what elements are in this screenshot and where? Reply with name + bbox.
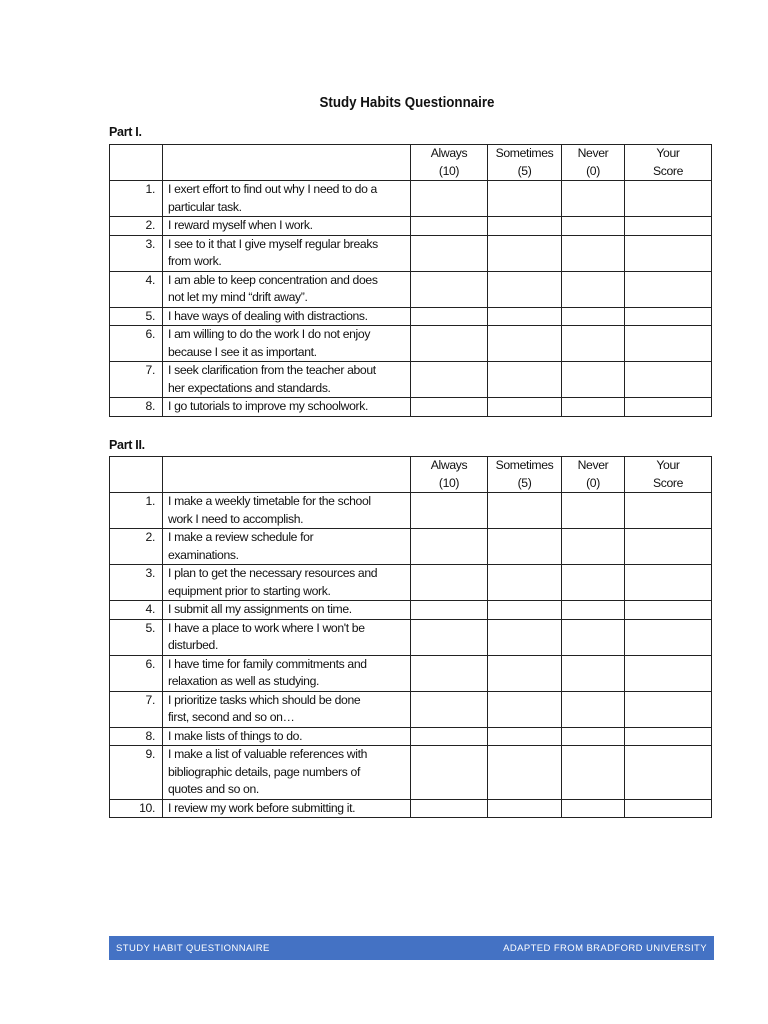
question-statement	[163, 271, 411, 307]
score-cell[interactable]	[625, 217, 712, 236]
header-sometimes: Sometimes (5)	[488, 145, 562, 181]
question-row	[110, 271, 712, 307]
question-statement	[163, 493, 411, 529]
header-number	[110, 145, 163, 181]
question-number: 9.	[110, 746, 163, 800]
question-statement	[163, 181, 411, 217]
question-number: 1.	[110, 493, 163, 529]
question-row	[110, 326, 712, 362]
question-statement	[163, 362, 411, 398]
question-number: 8.	[110, 398, 163, 417]
score-cell[interactable]	[625, 619, 712, 655]
header-never: Never (0)	[562, 145, 625, 181]
always-cell[interactable]	[411, 362, 488, 398]
never-cell[interactable]	[562, 655, 625, 691]
sometimes-cell[interactable]	[488, 362, 562, 398]
score-cell[interactable]	[625, 529, 712, 565]
question-number: 1.	[110, 181, 163, 217]
always-cell[interactable]	[411, 493, 488, 529]
score-cell[interactable]	[625, 691, 712, 727]
always-cell[interactable]	[411, 691, 488, 727]
question-statement	[163, 691, 411, 727]
statement-line: bibliographic details, page numbers of	[168, 764, 360, 779]
statement-line: I prioritize tasks which should be done	[168, 692, 361, 707]
question-row	[110, 799, 712, 818]
sometimes-cell[interactable]	[488, 217, 562, 236]
part1-label: Part I.	[109, 125, 142, 139]
question-number: 4.	[110, 271, 163, 307]
header-always: Always (10)	[411, 457, 488, 493]
question-number: 6.	[110, 655, 163, 691]
statement-line: first, second and so on…	[168, 710, 295, 724]
question-number: 5.	[110, 619, 163, 655]
never-cell[interactable]	[562, 746, 625, 800]
question-row	[110, 655, 712, 691]
always-cell[interactable]	[411, 235, 488, 271]
question-statement	[163, 565, 411, 601]
score-cell[interactable]	[625, 655, 712, 691]
always-cell[interactable]	[411, 271, 488, 307]
always-cell[interactable]	[411, 655, 488, 691]
header-row	[110, 145, 712, 181]
question-number: 7.	[110, 691, 163, 727]
statement-line: I am able to keep concentration and does	[168, 272, 378, 287]
always-cell[interactable]	[411, 181, 488, 217]
score-cell[interactable]	[625, 398, 712, 417]
never-cell[interactable]	[562, 217, 625, 236]
never-cell[interactable]	[562, 235, 625, 271]
sometimes-cell[interactable]	[488, 307, 562, 326]
part2-label: Part II.	[109, 438, 145, 452]
footer-left-text: STUDY HABIT QUESTIONNAIRE	[116, 942, 270, 954]
question-statement	[163, 326, 411, 362]
question-row	[110, 529, 712, 565]
question-row	[110, 235, 712, 271]
question-number: 8.	[110, 727, 163, 746]
sometimes-cell[interactable]	[488, 727, 562, 746]
sometimes-cell[interactable]	[488, 271, 562, 307]
score-cell[interactable]	[625, 565, 712, 601]
never-cell[interactable]	[562, 691, 625, 727]
statement-line: I submit all my assignments on time.	[168, 602, 352, 616]
sometimes-cell[interactable]	[488, 398, 562, 417]
question-statement	[163, 799, 411, 818]
question-number: 2.	[110, 217, 163, 236]
question-number: 5.	[110, 307, 163, 326]
statement-line: I make lists of things to do.	[168, 728, 303, 743]
question-row	[110, 691, 712, 727]
never-cell[interactable]	[562, 326, 625, 362]
sometimes-cell[interactable]	[488, 746, 562, 800]
score-cell[interactable]	[625, 362, 712, 398]
always-cell[interactable]	[411, 217, 488, 236]
header-sometimes: Sometimes (5)	[488, 457, 562, 493]
never-cell[interactable]	[562, 529, 625, 565]
header-never: Never (0)	[562, 457, 625, 493]
never-cell[interactable]	[562, 565, 625, 601]
always-cell[interactable]	[411, 746, 488, 800]
statement-line: I am willing to do the work I do not enjoy	[168, 327, 371, 341]
sometimes-cell[interactable]	[488, 619, 562, 655]
question-statement	[163, 727, 411, 746]
question-number: 3.	[110, 565, 163, 601]
question-statement	[163, 601, 411, 620]
statement-line: I seek clarification from the teacher about	[168, 363, 376, 377]
statement-line: relaxation as well as studying.	[168, 674, 320, 688]
score-cell[interactable]	[625, 235, 712, 271]
score-cell[interactable]	[625, 271, 712, 307]
question-statement	[163, 746, 411, 800]
question-number: 2.	[110, 529, 163, 565]
question-row	[110, 362, 712, 398]
statement-line: not let my mind “drift away”.	[168, 290, 308, 304]
sometimes-cell[interactable]	[488, 655, 562, 691]
sometimes-cell[interactable]	[488, 181, 562, 217]
question-row	[110, 727, 712, 746]
question-row	[110, 601, 712, 620]
statement-line: I make a list of valuable references with	[168, 747, 368, 761]
header-score: Your Score	[625, 145, 712, 181]
question-row	[110, 217, 712, 236]
header-number	[110, 457, 163, 493]
question-statement	[163, 217, 411, 236]
statement-line: I reward myself when I work.	[168, 218, 313, 232]
always-cell[interactable]	[411, 565, 488, 601]
statement-line: quotes and so on.	[168, 782, 259, 796]
never-cell[interactable]	[562, 362, 625, 398]
never-cell[interactable]	[562, 619, 625, 655]
statement-line: I review my work before submitting it.	[168, 800, 356, 815]
question-statement	[163, 619, 411, 655]
header-statement	[163, 457, 411, 493]
statement-line: from work.	[168, 254, 222, 268]
statement-line: I have time for family commitments and	[168, 656, 367, 671]
never-cell[interactable]	[562, 601, 625, 620]
footer-bar	[109, 936, 714, 960]
score-cell[interactable]	[625, 181, 712, 217]
statement-line: examinations.	[168, 547, 239, 562]
question-statement	[163, 655, 411, 691]
question-row	[110, 565, 712, 601]
question-statement	[163, 398, 411, 417]
footer-right-text: ADAPTED FROM BRADFORD UNIVERSITY	[503, 942, 707, 954]
statement-line: I see to it that I give myself regular breaks	[168, 236, 378, 251]
score-cell[interactable]	[625, 799, 712, 818]
statement-line: equipment prior to starting work.	[168, 583, 331, 598]
statement-line: work I need to accomplish.	[168, 511, 304, 526]
question-row	[110, 746, 712, 800]
sometimes-cell[interactable]	[488, 799, 562, 818]
sometimes-cell[interactable]	[488, 601, 562, 620]
question-statement	[163, 235, 411, 271]
always-cell[interactable]	[411, 601, 488, 620]
score-cell[interactable]	[625, 326, 712, 362]
always-cell[interactable]	[411, 398, 488, 417]
score-cell[interactable]	[625, 493, 712, 529]
sometimes-cell[interactable]	[488, 493, 562, 529]
statement-line: because I see it as important.	[168, 344, 317, 359]
part2-table	[109, 456, 712, 818]
sometimes-cell[interactable]	[488, 691, 562, 727]
statement-line: I plan to get the necessary resources and	[168, 566, 378, 580]
question-row	[110, 307, 712, 326]
statement-line: I make a weekly timetable for the school	[168, 494, 371, 508]
always-cell[interactable]	[411, 619, 488, 655]
score-cell[interactable]	[625, 746, 712, 800]
score-cell[interactable]	[625, 307, 712, 326]
header-statement	[163, 145, 411, 181]
statement-line: disturbed.	[168, 638, 219, 652]
sometimes-cell[interactable]	[488, 326, 562, 362]
never-cell[interactable]	[562, 271, 625, 307]
question-number: 3.	[110, 235, 163, 271]
sometimes-cell[interactable]	[488, 235, 562, 271]
never-cell[interactable]	[562, 181, 625, 217]
header-score: Your Score	[625, 457, 712, 493]
statement-line: I go tutorials to improve my schoolwork.	[168, 399, 369, 413]
statement-line: her expectations and standards.	[168, 380, 331, 395]
statement-line: particular task.	[168, 199, 242, 214]
part1-table	[109, 144, 712, 417]
score-cell[interactable]	[625, 727, 712, 746]
always-cell[interactable]	[411, 529, 488, 565]
question-number: 6.	[110, 326, 163, 362]
sometimes-cell[interactable]	[488, 565, 562, 601]
question-statement	[163, 529, 411, 565]
never-cell[interactable]	[562, 307, 625, 326]
never-cell[interactable]	[562, 493, 625, 529]
statement-line: I exert effort to find out why I need to do a	[168, 182, 377, 196]
question-row	[110, 398, 712, 417]
header-always: Always (10)	[411, 145, 488, 181]
header-row	[110, 457, 712, 493]
always-cell[interactable]	[411, 307, 488, 326]
question-statement	[163, 307, 411, 326]
question-number: 4.	[110, 601, 163, 620]
statement-line: I have a place to work where I won't be	[168, 620, 365, 635]
question-number: 10.	[110, 799, 163, 818]
question-row	[110, 493, 712, 529]
never-cell[interactable]	[562, 799, 625, 818]
statement-line: I make a review schedule for	[168, 530, 314, 544]
always-cell[interactable]	[411, 799, 488, 818]
question-row	[110, 619, 712, 655]
always-cell[interactable]	[411, 727, 488, 746]
statement-line: I have ways of dealing with distractions.	[168, 308, 368, 323]
always-cell[interactable]	[411, 326, 488, 362]
never-cell[interactable]	[562, 398, 625, 417]
page-title: Study Habits Questionnaire	[319, 95, 495, 111]
question-number: 7.	[110, 362, 163, 398]
never-cell[interactable]	[562, 727, 625, 746]
question-row	[110, 181, 712, 217]
score-cell[interactable]	[625, 601, 712, 620]
sometimes-cell[interactable]	[488, 529, 562, 565]
